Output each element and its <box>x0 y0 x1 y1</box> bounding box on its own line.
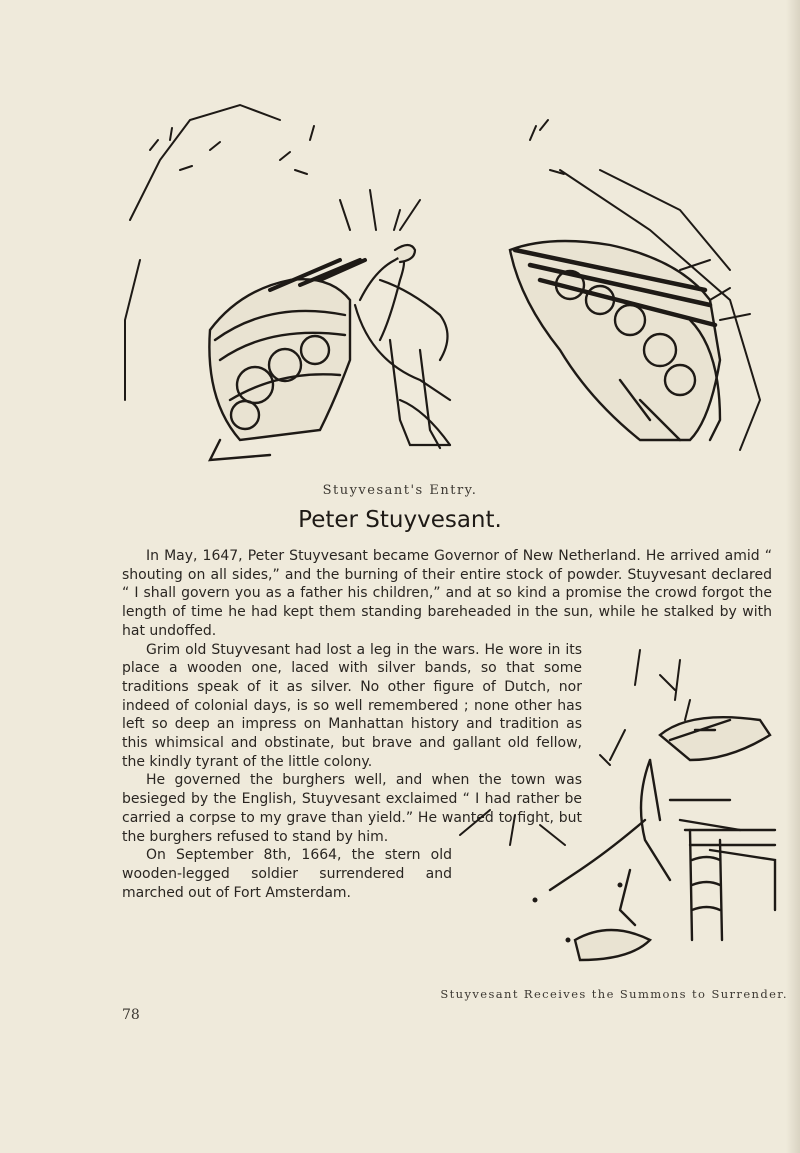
bottom-illustration-caption: Stuyvesant Receives the Summons to Surrender. <box>440 987 788 1001</box>
page-edge-shadow <box>786 0 800 1153</box>
paragraph-3: He governed the burghers well, and when the town was besieged by the English, Stuyvesant exclaimed “ I had rather be carried a corpse to my grave than yield.” He wanted to fight, but the burghers refused to stand by him. <box>122 772 582 845</box>
paragraph-2: Grim old Stuyvesant had lost a leg in the wars. He wore in its place a wooden one, laced with silver bands, so that some traditions speak of it as silver. No other figure of Dutch, nor indeed of colonial days, is so well remembered ; none other has left so deep an impress on Manhattan history and tradition as this whimsical and obstinate, but brave and gallant old fellow, the kindly tyrant of the little colony. <box>122 641 582 770</box>
paragraph-1: In May, 1647, Peter Stuyvesant became Governor of New Netherland. He arrived amid “ shouting on all sides,” and the burning of their entire stock of powder. Stuyvesant declared “ I shall govern you as a father his children,” and at so kind a promise the crowd forgot the length of time he had kept them standing bareheaded in the sun, while he stalked by with hat undoffed. <box>122 548 772 639</box>
summons-to-surrender-illustration <box>430 640 780 985</box>
page-number: 78 <box>122 1007 140 1023</box>
article-title: Peter Stuyvesant. <box>298 507 502 533</box>
top-illustration-caption: Stuyvesant's Entry. <box>322 483 478 498</box>
stuyvesant-entry-illustration <box>120 100 780 480</box>
paragraph-4: On September 8th, 1664, the stern old wooden-legged soldier surrendered and marched out of Fort Amsterdam. <box>122 847 452 901</box>
